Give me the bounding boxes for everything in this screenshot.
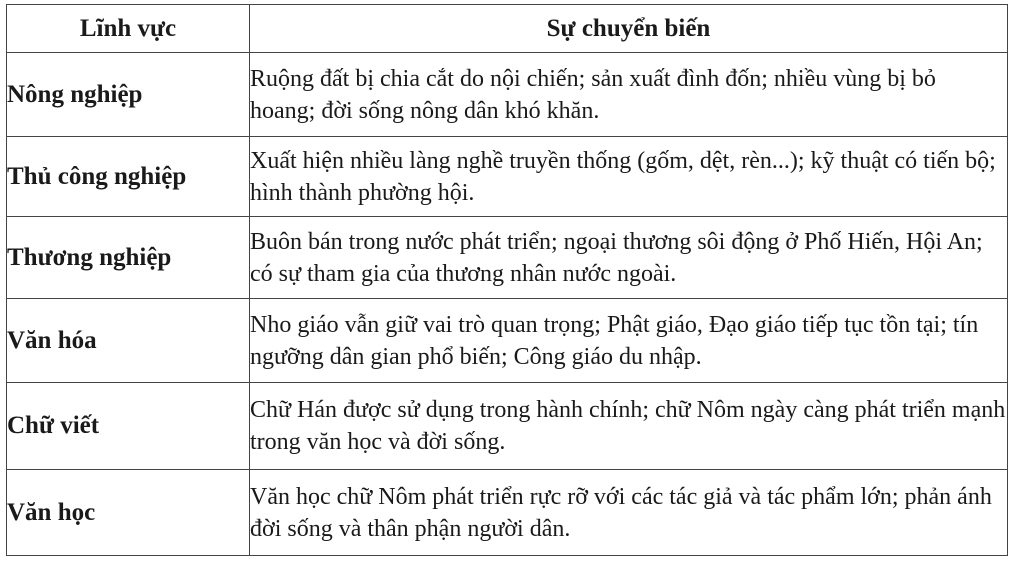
row-change: Xuất hiện nhiều làng nghề truyền thống (gốm, dệt, rèn...); kỹ thuật có tiến bộ; hình thành phường hội. [250, 137, 1008, 217]
table-row [7, 299, 1008, 383]
row-change: Chữ Hán được sử dụng trong hành chính; chữ Nôm ngày càng phát triển mạnh trong văn học và đời sống. [250, 383, 1008, 470]
summary-table [6, 4, 1008, 556]
row-field: Văn hóa [7, 299, 250, 383]
row-change: Nho giáo vẫn giữ vai trò quan trọng; Phật giáo, Đạo giáo tiếp tục tồn tại; tín ngưỡng dân gian phổ biến; Công giáo du nhập. [250, 299, 1008, 383]
table-row [7, 53, 1008, 137]
row-field: Văn học [7, 470, 250, 556]
row-change: Văn học chữ Nôm phát triển rực rỡ với các tác giả và tác phẩm lớn; phản ánh đời sống và thân phận người dân. [250, 470, 1008, 556]
table-row [7, 217, 1008, 299]
table-row [7, 137, 1008, 217]
table-row [7, 470, 1008, 556]
row-field: Chữ viết [7, 383, 250, 470]
row-change: Buôn bán trong nước phát triển; ngoại thương sôi động ở Phố Hiến, Hội An; có sự tham gia của thương nhân nước ngoài. [250, 217, 1008, 299]
table-header-row [7, 5, 1008, 53]
row-field: Thủ công nghiệp [7, 137, 250, 217]
row-field: Nông nghiệp [7, 53, 250, 137]
row-change: Ruộng đất bị chia cắt do nội chiến; sản xuất đình đốn; nhiều vùng bị bỏ hoang; đời sống nông dân khó khăn. [250, 53, 1008, 137]
table-row [7, 383, 1008, 470]
header-change: Sự chuyển biến [250, 5, 1008, 53]
row-field: Thương nghiệp [7, 217, 250, 299]
header-field: Lĩnh vực [7, 5, 250, 53]
